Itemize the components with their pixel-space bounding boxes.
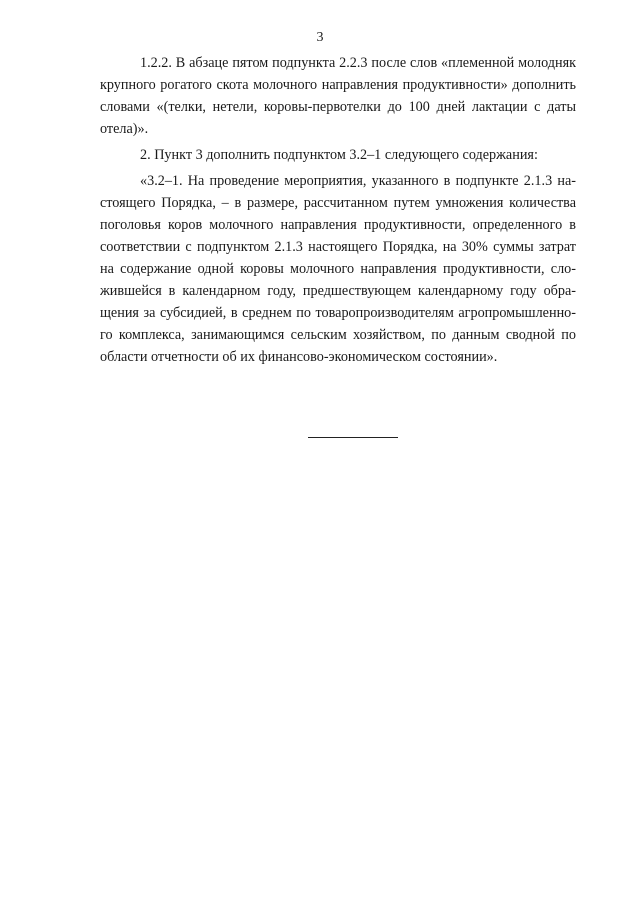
paragraph-1-2-2-line-2: крупного рогатого скота молочного направления продуктивности» дополнить: [100, 77, 576, 93]
paragraph-2-line-1: 2. Пункт 3 дополнить подпунктом 3.2–1 следующего содержания:: [140, 147, 538, 163]
page-number: 3: [316, 30, 324, 45]
document-body: [100, 52, 576, 368]
paragraph-3-2-1-line-1: «3.2–1. На проведение мероприятия, указанного в подпункте 2.1.3 на-: [140, 173, 576, 189]
paragraph-3-2-1-line-3: поголовья коров молочного направления продуктивности, определенного в: [100, 217, 576, 233]
paragraph-3-2-1-line-8: го комплекса, занимающимся сельским хозяйством, по данным сводной по: [100, 327, 576, 343]
paragraph-3-2-1-line-9: области отчетности об их финансово-экономическом состоянии».: [100, 349, 498, 365]
paragraph-1-2-2-line-4: отела)».: [100, 121, 149, 137]
paragraph-3-2-1-line-2: стоящего Порядка, – в размере, рассчитанном путем умножения количества: [100, 195, 576, 211]
paragraph-3-2-1-line-5: на содержание одной коровы молочного направления продуктивности, сло-: [100, 261, 576, 277]
paragraph-3-2-1-line-7: щения за субсидией, в среднем по товаропроизводителям агропромышленно-: [100, 305, 576, 321]
paragraph-1-2-2-line-1: 1.2.2. В абзаце пятом подпункта 2.2.3 после слов «племенной молодняк: [140, 55, 576, 71]
paragraph-3-2-1-line-6: жившейся в календарном году, предшествующем календарному году обра-: [100, 283, 576, 299]
end-separator-line: [308, 437, 398, 438]
paragraph-3-2-1-line-4: соответствии с подпунктом 2.1.3 настоящего Порядка, на 30% суммы затрат: [100, 239, 576, 255]
paragraph-1-2-2-line-3: словами «(телки, нетели, коровы-первотелки до 100 дней лактации с даты: [100, 99, 576, 115]
